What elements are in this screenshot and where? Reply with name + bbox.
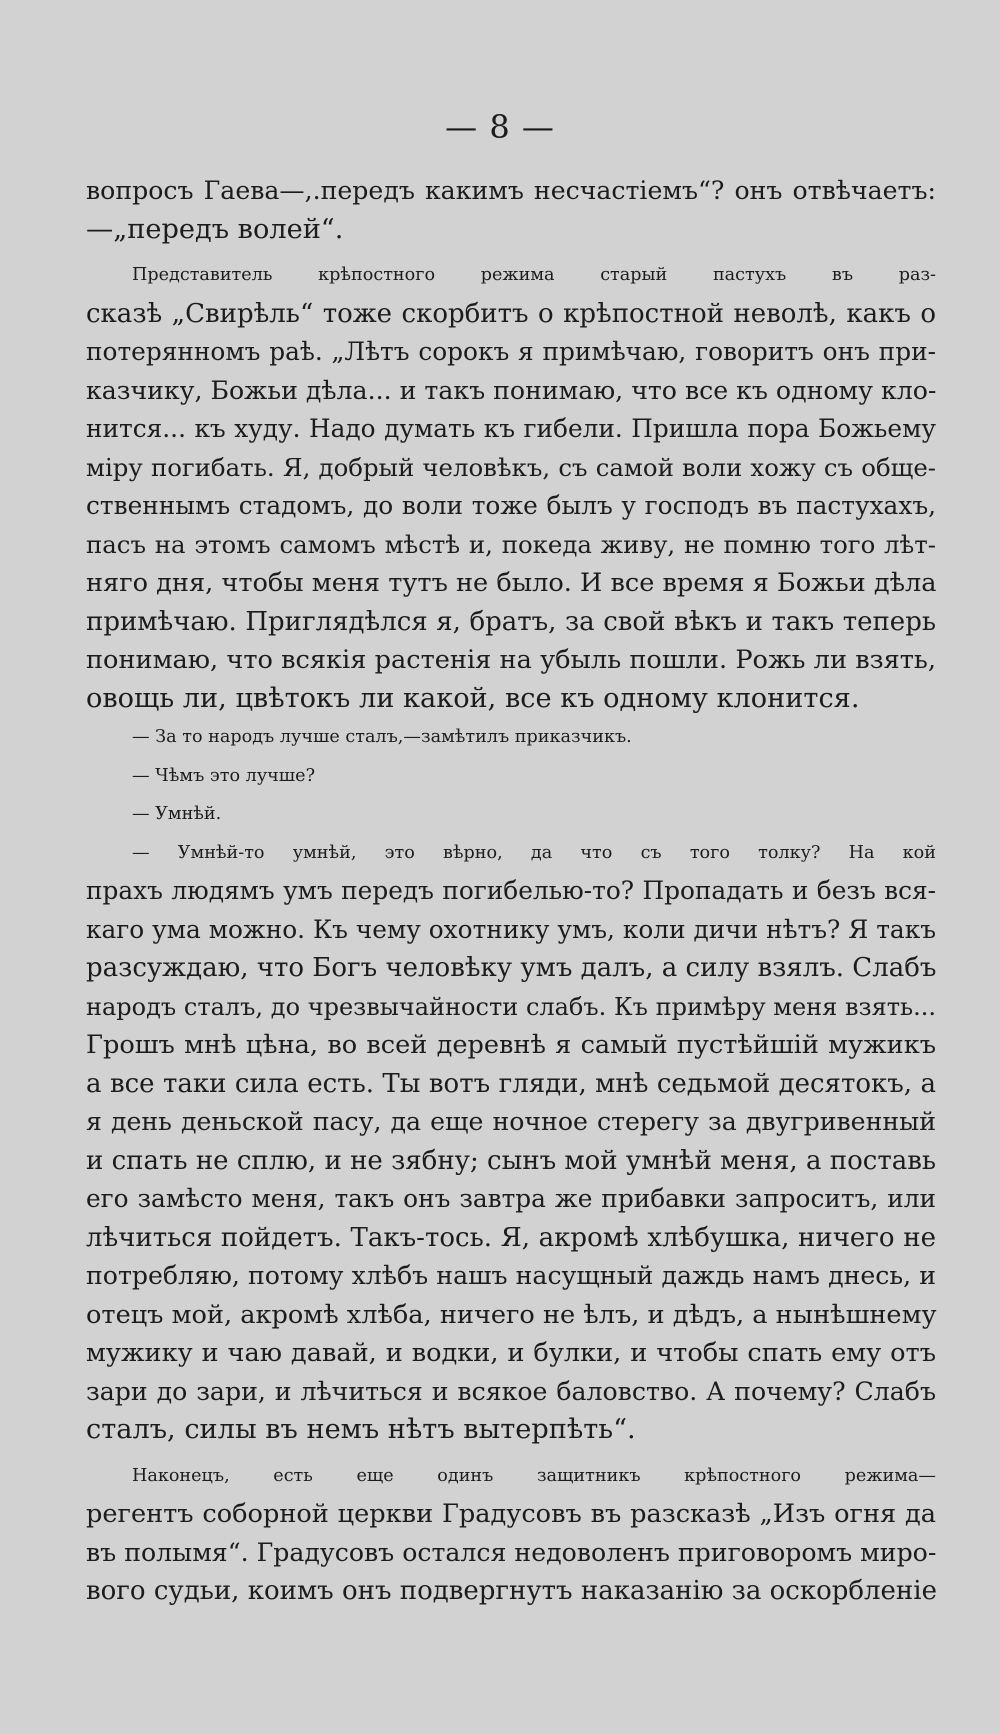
text-line: каго ума можно. Къ чему охотнику умъ, коли дичи нѣтъ? Я такъ — [86, 914, 936, 944]
text-line: въ полымя“. Градусовъ остался недоволенъ приговоромъ миро- — [86, 1537, 937, 1567]
text-line: разсуждаю, что Богъ человѣку умъ далъ, а силу взялъ. Слабъ — [86, 953, 937, 983]
text-line: я день деньской пасу, да еще ночное стерегу за двугривенный — [86, 1107, 936, 1136]
text-line: Грошъ мнѣ цѣна, во всей деревнѣ я самый пустѣйшій мужикъ — [86, 1030, 936, 1060]
text-line: ственнымъ стадомъ, до воли тоже былъ у господъ въ пастухахъ, — [86, 491, 936, 520]
text-line: міру погибать. Я, добрый человѣкъ, съ самой воли хожу съ обще- — [86, 452, 936, 482]
text-line: вого судьи, коимъ онъ подвергнутъ наказанію за оскорбленіе — [86, 1576, 937, 1606]
page-number: — 8 — — [445, 108, 555, 146]
text-line: пасъ на этомъ самомъ мѣстѣ и, покеда живу, не помню того лѣт- — [86, 529, 936, 559]
text-line: нится... къ худу. Надо думать къ гибели. Пришла пора Божьему — [86, 414, 936, 443]
text-line: — За то народъ лучше сталъ,—замѣтилъ приказчикъ. — [132, 727, 632, 747]
text-line: сказѣ „Свирѣль“ тоже скорбитъ о крѣпостной неволѣ, какъ о — [86, 298, 936, 329]
text-line: потребляю, потому хлѣбъ нашъ насущный даждь намъ днесь, и — [86, 1261, 936, 1290]
text-line: лѣчиться пойдетъ. Такъ-тось. Я, акромѣ хлѣбушка, ничего не — [86, 1222, 936, 1253]
text-line: — Умнѣй-то умнѣй, это вѣрно, да что съ того толку? На кой — [132, 842, 936, 863]
text-line: его замѣсто меня, такъ онъ завтра же прибавки запроситъ, или — [86, 1184, 936, 1213]
text-line: няго дня, чтобы меня тутъ не было. И все время я Божьи дѣла — [86, 568, 937, 598]
text-line: Представитель крѣпостного режима старый пастухъ въ раз- — [132, 265, 936, 285]
text-line: сталъ, силы въ немъ нѣтъ вытерпѣть“. — [86, 1414, 636, 1445]
text-line: прахъ людямъ умъ передъ погибелью-то? Пропадать и безъ вся- — [86, 876, 936, 905]
text-line: понимаю, что всякія растенія на убыль пошли. Рожь ли взять, — [86, 645, 936, 675]
body-text — [86, 172, 936, 1611]
text-line: потерянномъ раѣ. „Лѣтъ сорокъ я примѣчаю, говоритъ онъ при- — [86, 337, 936, 366]
text-line: казчику, Божьи дѣла... и такъ понимаю, что все къ одному кло- — [86, 375, 937, 405]
text-line: — Чѣмъ это лучше? — [132, 765, 315, 786]
text-line: примѣчаю. Приглядѣлся я, братъ, за свой вѣкъ и такъ теперь — [86, 606, 936, 637]
text-line: —„передъ волей“. — [86, 213, 344, 245]
text-line: овощь ли, цвѣтокъ ли какой, все къ одному клонится. — [86, 682, 860, 714]
text-line: а все таки сила есть. Ты вотъ гляди, мнѣ седьмой десятокъ, а — [86, 1068, 936, 1099]
text-line: народъ сталъ, до чрезвычайности слабъ. Къ примѣру меня взять... — [86, 992, 936, 1021]
text-line: регентъ соборной церкви Градусовъ въ разсказѣ „Изъ огня да — [86, 1499, 936, 1529]
text-line: и спать не сплю, и не зябну; сынъ мой умнѣй меня, а поставь — [86, 1145, 936, 1176]
text-line: зари до зари, и лѣчиться и всякое баловство. А почему? Слабъ — [86, 1376, 936, 1406]
text-line: вопросъ Гаева—,.передъ какимъ несчастіемъ“? онъ отвѣчаетъ: — [86, 176, 936, 205]
text-line: мужику и чаю давай, и водки, и булки, и чтобы спать ему отъ — [86, 1338, 936, 1368]
text-line: отецъ мой, акромѣ хлѣба, ничего не ѣлъ, и дѣдъ, а нынѣшнему — [86, 1299, 937, 1330]
text-line: Наконецъ, есть еще одинъ защитникъ крѣпостного режима— — [132, 1465, 936, 1486]
text-line: — Умнѣй. — [132, 804, 222, 824]
